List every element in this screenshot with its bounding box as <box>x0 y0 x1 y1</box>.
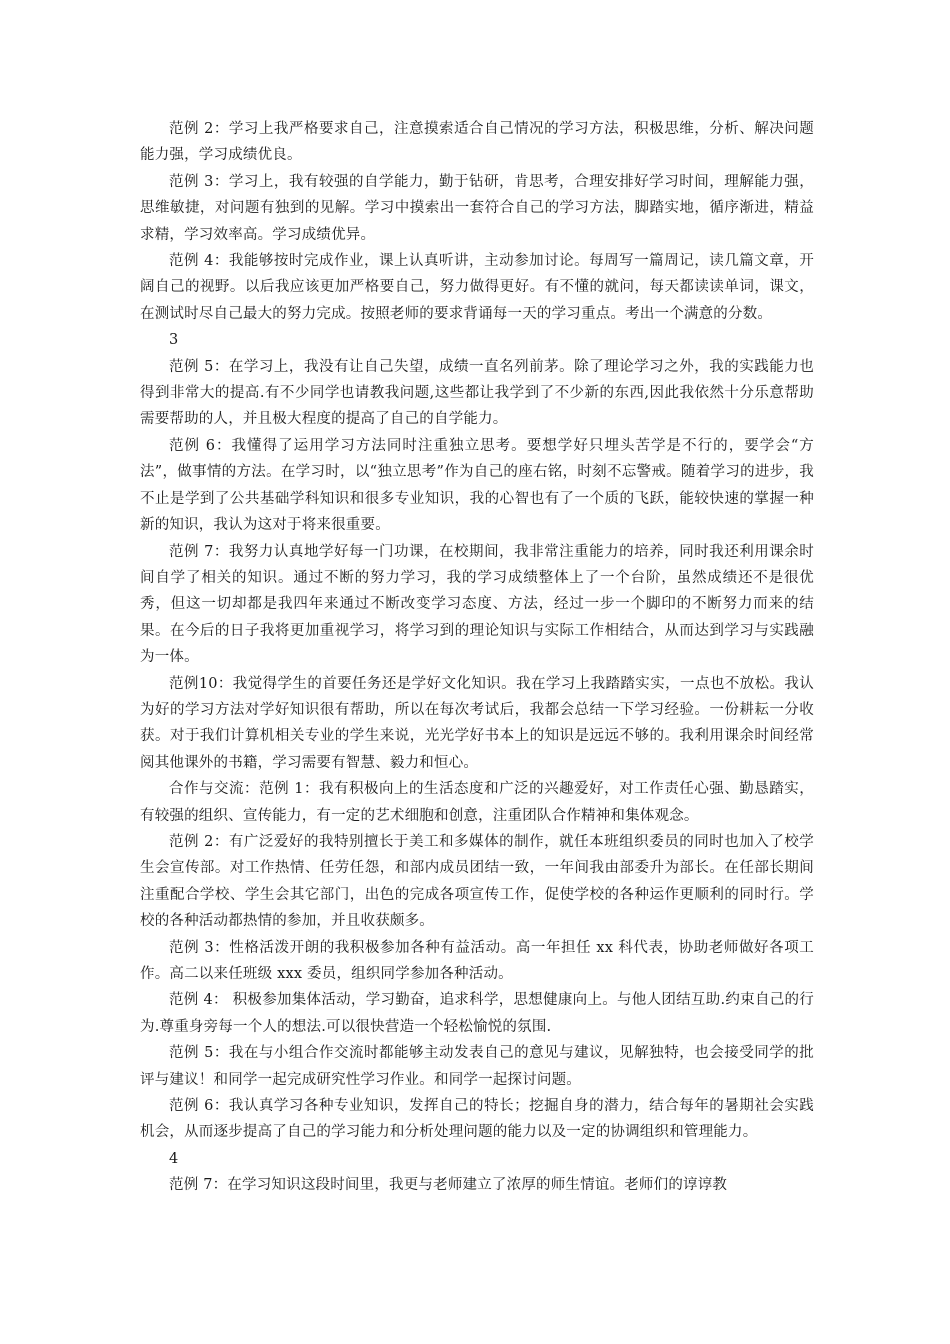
document-body <box>140 116 814 1199</box>
paragraph-cooperation-example-1: 合作与交流：范例 1：我有积极向上的生活态度和广泛的兴趣爱好，对工作责任心强、勤恳踏实，有较强的组织、宣传能力，有一定的艺术细胞和创意，注重团队合作精神和集体观念。 <box>140 781 814 824</box>
paragraph-cooperation-example-2: 范例 2：有广泛爱好的我特别擅长于美工和多媒体的制作，就任本班组织委员的同时也加入了校学生会宣传部。对工作热情、任劳任怨，和部内成员团结一致，一年间我由部委升为部长。在任部长期间注重配合学校、学生会其它部门，出色的完成各项宣传工作，促使学校的各种运作更顺利的同时行。学校的各种活动都热情的参加，并且收获颇多。 <box>140 833 814 930</box>
paragraph-cooperation-example-3: 范例 3：性格活泼开朗的我积极参加各种有益活动。高一年担任 xx 科代表，协助老师做好各项工作。高二以来任班级 xxx 委员，组织同学参加各种活动。 <box>140 939 814 982</box>
paragraph-study-example-7: 范例 7：我努力认真地学好每一门功课，在校期间，我非常注重能力的培养，同时我还利用课余时间自学了相关的知识。通过不断的努力学习，我的学习成绩整体上了一个台阶，虽然成绩还不是很优秀，但这一切却都是我四年来通过不断改变学习态度、方法，经过一步一个脚印的不断努力而来的结果。在今后的日子我将更加重视学习，将学习到的理论知识与实际工作相结合，从而达到学习与实践融为一体。 <box>140 543 814 666</box>
paragraph-study-example-4: 范例 4：我能够按时完成作业，课上认真听讲，主动参加讨论。每周写一篇周记，读几篇文章，开阔自己的视野。以后我应该更加严格要自己，努力做得更好。有不懂的就问，每天都读读单词，课文，在测试时尽自己最大的努力完成。按照老师的要求背诵每一天的学习重点。考出一个满意的分数。 <box>140 253 814 322</box>
paragraph-study-example-5: 范例 5：在学习上，我没有让自己失望，成绩一直名列前茅。除了理论学习之外，我的实践能力也得到非常大的提高.有不少同学也请教我问题,这些都让我学到了不少新的东西,因此我依然十分乐意帮助需要帮助的人，并且极大程度的提高了自己的自学能力。 <box>140 358 814 428</box>
paragraph-cooperation-example-4: 范例 4： 积极参加集体活动，学习勤奋，追求科学，思想健康向上。与他人团结互助.约束自己的行为.尊重身旁每一个人的想法.可以很快营造一个轻松愉悦的氛围. <box>140 992 814 1035</box>
paragraph-study-example-10: 范例10：我觉得学生的首要任务还是学好文化知识。我在学习上我踏踏实实，一点也不放松。我认为好的学习方法对学好知识很有帮助，所以在每次考试后，我都会总结一下学习经验。一份耕耘一分收获。对于我们计算机相关专业的学生来说，光光学好书本上的知识是远远不够的。我利用课余时间经常阅其他课外的书籍，学习需要有智慧、毅力和恒心。 <box>140 675 814 771</box>
page-number: 3 <box>169 332 179 349</box>
paragraph-cooperation-example-6: 范例 6：我认真学习各种专业知识，发挥自己的特长；挖掘自身的潜力，结合每年的暑期社会实践机会，从而逐步提高了自己的学习能力和分析处理问题的能力以及一定的协调组织和管理能力。 <box>140 1098 814 1141</box>
paragraph-study-example-6: 范例 6：我懂得了运用学习方法同时注重独立思考。要想学好只埋头苦学是不行的，要学会“方法”，做事情的方法。在学习时，以“独立思考”作为自己的座右铭，时刻不忘警戒。随着学习的进步，我不止是学到了公共基础学科知识和很多专业知识，我的心智也有了一个质的飞跃，能较快速的掌握一种新的知识，我认为这对于将来很重要。 <box>140 437 814 534</box>
paragraph-cooperation-example-7: 范例 7：在学习知识这段时间里，我更与老师建立了浓厚的师生情谊。老师们的谆谆教 <box>169 1177 728 1194</box>
page-number: 4 <box>169 1150 179 1167</box>
paragraph-cooperation-example-5: 范例 5：我在与小组合作交流时都能够主动发表自己的意见与建议，见解独特，也会接受同学的批评与建议！和同学一起完成研究性学习作业。和同学一起探讨问题。 <box>140 1045 814 1088</box>
paragraph-study-example-2: 范例 2：学习上我严格要求自己，注意摸索适合自己情况的学习方法，积极思维，分析、解决问题能力强，学习成绩优良。 <box>140 121 814 164</box>
paragraph-study-example-3: 范例 3：学习上，我有较强的自学能力，勤于钻研，肯思考，合理安排好学习时间，理解能力强，思维敏捷，对问题有独到的见解。学习中摸索出一套符合自己的学习方法，脚踏实地，循序渐进，精益求精，学习效率高。学习成绩优异。 <box>140 173 814 243</box>
